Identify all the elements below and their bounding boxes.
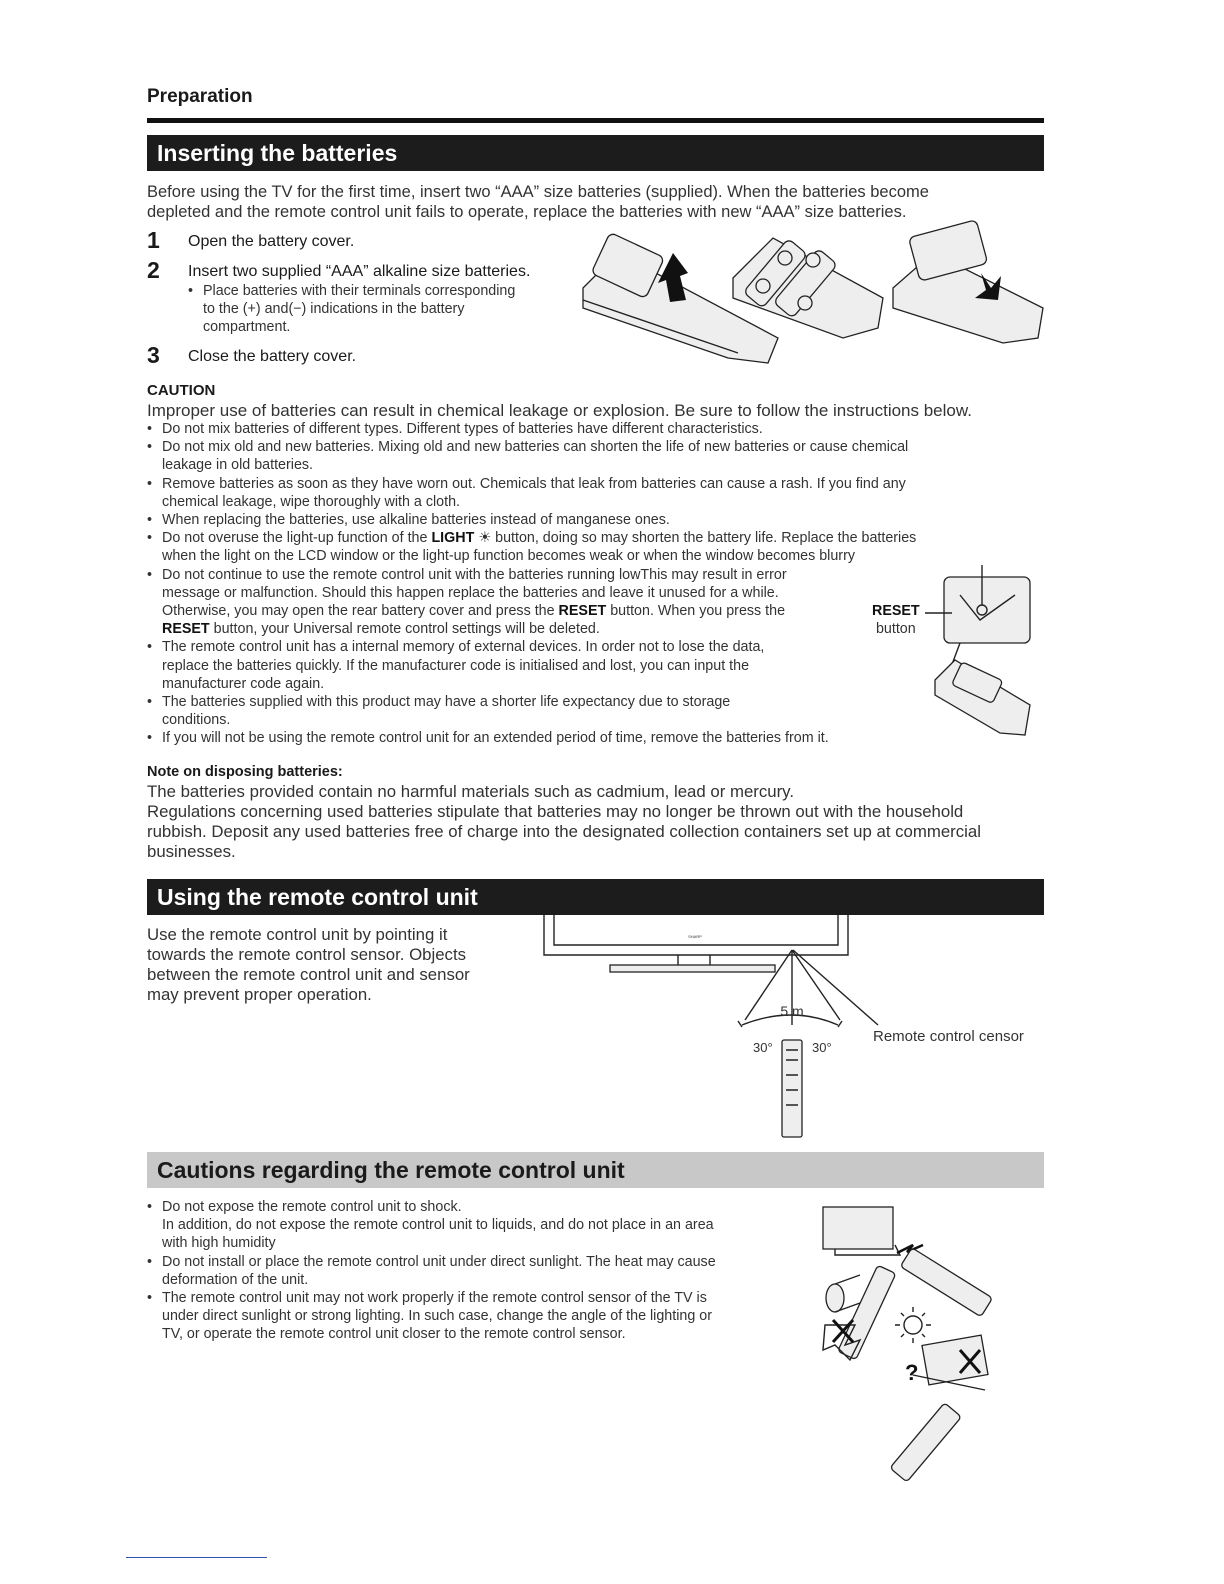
caution-heading: CAUTION (147, 382, 216, 399)
list-item (147, 475, 1047, 511)
reset-label: RESET (162, 621, 210, 638)
caution-text: TV, or operate the remote control unit closer to the remote control sensor. (162, 1326, 626, 1343)
caution-text: Otherwise, you may open the rear battery cover and press the (162, 603, 559, 620)
sensor-pointer-line (790, 950, 890, 1030)
caution-text: leakage in old batteries. (162, 457, 314, 474)
list-item (147, 438, 1047, 474)
caution-text: • The batteries supplied with this product may have a shorter life expectancy due to storage (162, 694, 731, 711)
section-label: Preparation (147, 86, 253, 107)
reset-caption: button (875, 621, 916, 638)
step-number: 2 (147, 257, 160, 283)
battery-steps-illustration (578, 228, 1048, 368)
list-item (147, 638, 1047, 693)
step-text: Open the battery cover. (188, 233, 355, 250)
intro-line: Before using the TV for the first time, insert two “AAA” size batteries (supplied). When the batteries become (147, 183, 929, 201)
step-sub (188, 282, 578, 337)
list-item (147, 566, 882, 639)
note-line: rubbish. Deposit any used batteries free of charge into the designated collection containers set up at commercial (147, 822, 981, 841)
caution-text: • Remove batteries as soon as they have worn out. Chemicals that leak from batteries can cause a rash. If you find any (162, 475, 906, 492)
caution-text: manufacturer code again. (162, 675, 325, 692)
remote-usage-text (147, 925, 470, 1005)
tv-brand: SHARP (688, 934, 702, 939)
remote-text-line: may prevent proper operation. (147, 985, 372, 1004)
list-item (147, 420, 1047, 438)
note-line: Regulations concerning used batteries stipulate that batteries may no longer be thrown out with the household (147, 802, 964, 821)
remote-text-line: between the remote control unit and sensor (147, 965, 470, 984)
reset-button-caption (872, 602, 920, 638)
caution-text: • Do not install or place the remote control unit under direct sunlight. The heat may cause (162, 1253, 716, 1270)
caution-text: conditions. (162, 712, 231, 729)
tv-sunlight-illustration (905, 1335, 988, 1390)
remote-control-icon (900, 1248, 992, 1317)
step-number: 3 (147, 342, 160, 368)
reset-label: RESET (558, 603, 607, 620)
note-line: The batteries provided contain no harmful materials such as cadmium, lead or mercury. (147, 782, 794, 801)
list-item (188, 282, 578, 337)
list-item (147, 693, 1047, 729)
caution-text: When replacing the batteries, use alkaline batteries instead of manganese ones. (162, 512, 670, 529)
sub-line: compartment. (203, 319, 291, 336)
caution-text: • The remote control unit has a internal memory of external devices. In order not to lose the data, (162, 639, 765, 656)
sub-line: • Place batteries with their terminals corresponding (203, 283, 516, 299)
caution-text: under direct sunlight or strong lighting. In such case, change the angle of the lighting or (162, 1308, 712, 1325)
sub-line: to the (+) and(−) indications in the battery (203, 301, 465, 318)
remote-control-icon (782, 1040, 802, 1137)
section-title-remote: Using the remote control unit (147, 879, 1044, 915)
question-mark: ? (905, 1360, 919, 1385)
note-line: businesses. (147, 842, 236, 861)
list-item (147, 511, 1047, 529)
caution-text: deformation of the unit. (162, 1271, 309, 1288)
caution-text: with high humidity (162, 1235, 276, 1252)
angle-right-label: 30° (812, 1040, 832, 1055)
cautions-illustration (805, 1195, 1015, 1485)
reset-button-illustration (930, 565, 1035, 740)
section-title-batteries: Inserting the batteries (147, 135, 1044, 171)
remote-text-line: towards the remote control sensor. Objects (147, 945, 466, 964)
tv-shock-illustration (823, 1207, 923, 1255)
list-item (147, 1198, 827, 1253)
list-item (147, 1253, 827, 1289)
light-icon: ☀ (478, 530, 492, 547)
liquid-spill-illustration (823, 1265, 896, 1360)
note-heading: Note on disposing batteries: (147, 764, 343, 780)
sun-icon (895, 1307, 931, 1343)
light-label: LIGHT (431, 530, 475, 547)
caution-text: button, your Universal remote control settings will be deleted. (209, 621, 600, 638)
footer-link-underline (126, 1557, 267, 1558)
remote-close-cover-illustration (893, 220, 1043, 343)
remote-insert-batteries-illustration (733, 238, 883, 338)
caution-text: • Do not continue to use the remote control unit with the batteries running lowThis may result in error (162, 566, 787, 583)
caution-text: message or malfunction. Should this happen replace the batteries and leave it unused for a while. (162, 584, 779, 601)
reset-caption-bold: RESET (872, 603, 920, 619)
caution-text: button. When you press the (606, 603, 786, 620)
remote-text-line: Use the remote control unit by pointing it (147, 925, 448, 944)
caution-text: • Do not expose the remote control unit to shock. (162, 1199, 462, 1215)
batteries-intro (147, 182, 929, 222)
angle-left-label: 30° (753, 1040, 773, 1055)
list-item (147, 1289, 827, 1344)
step-text: Insert two supplied “AAA” alkaline size batteries. (188, 263, 531, 280)
list-item (147, 529, 1047, 565)
caution-text: when the light on the LCD window or the light-up function becomes weak or when the window becomes blurry (162, 548, 855, 565)
caution-list (147, 420, 1047, 748)
distance-label: 5 m (780, 1003, 804, 1019)
intro-line: depleted and the remote control unit fails to operate, replace the batteries with new “AAA” size batteries. (147, 203, 907, 221)
caution-text: button, doing so may shorten the battery life. Replace the batteries (491, 530, 917, 547)
sensor-label: Remote control censor (873, 1028, 1024, 1045)
step-text: Close the battery cover. (188, 348, 357, 365)
caution-text: • The remote control unit may not work properly if the remote control sensor of the TV is (162, 1290, 707, 1307)
caution-text: replace the batteries quickly. If the manufacturer code is initialised and lost, you can input the (162, 657, 750, 674)
caution-text: If you will not be using the remote control unit for an extended period of time, remove the batteries from it. (162, 730, 829, 747)
list-item (147, 729, 1047, 747)
cautions-list (147, 1198, 827, 1344)
caution-text: • Do not mix old and new batteries. Mixing old and new batteries can shorten the life of new batteries or cause chemical (162, 439, 909, 456)
caution-text: chemical leakage, wipe thoroughly with a cloth. (162, 493, 461, 510)
caution-text: In addition, do not expose the remote control unit to liquids, and do not place in an area (162, 1217, 714, 1234)
caution-text: Do not overuse the light-up function of the (162, 530, 432, 547)
step-number: 1 (147, 227, 160, 253)
header-rule (147, 118, 1044, 123)
caution-intro: Improper use of batteries can result in chemical leakage or explosion. Be sure to follow the instructions below. (147, 401, 972, 420)
caution-text: Do not mix batteries of different types. Different types of batteries have different characteristics. (162, 421, 763, 437)
section-title-cautions: Cautions regarding the remote control unit (147, 1152, 1044, 1188)
remote-control-icon (890, 1403, 961, 1482)
note-body (147, 782, 981, 862)
